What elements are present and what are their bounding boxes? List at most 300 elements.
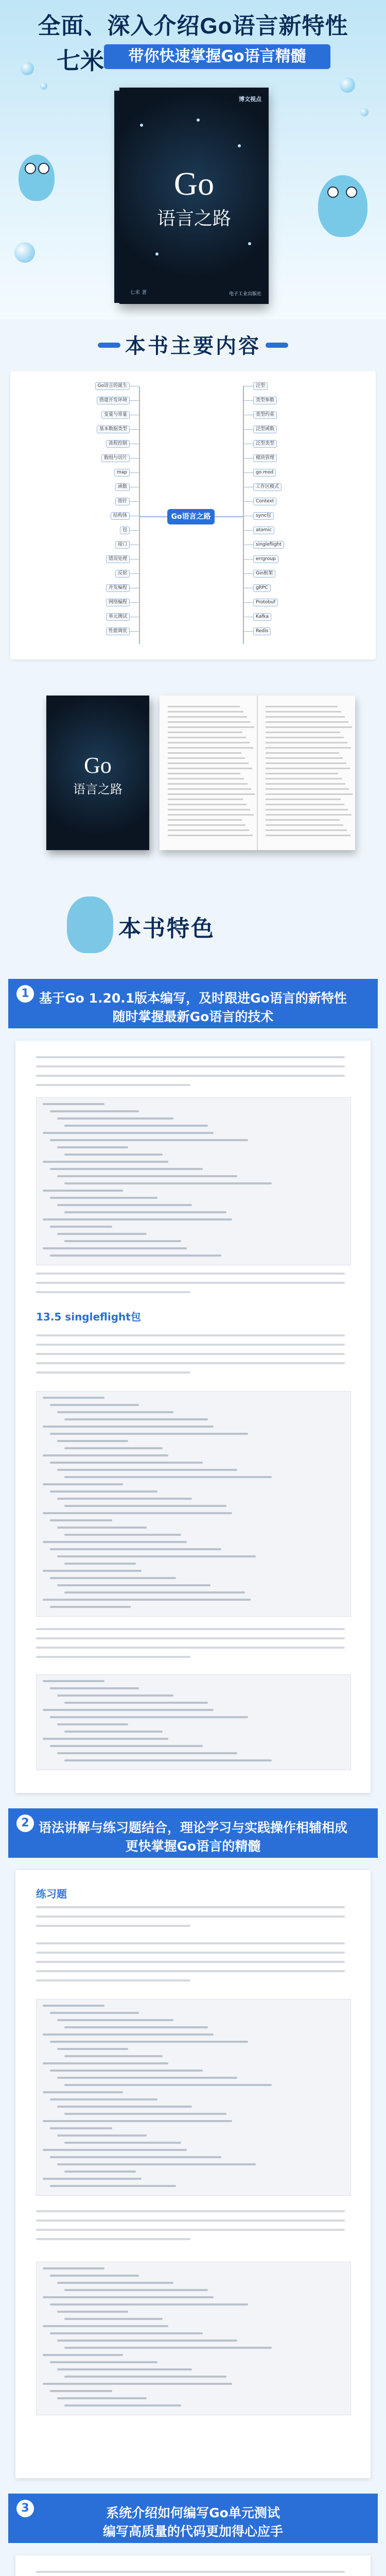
code-line <box>57 2077 237 2079</box>
code-line <box>64 2113 226 2115</box>
text-line <box>36 1628 345 1630</box>
mindmap-node: Protobuf <box>253 599 278 606</box>
text-line <box>36 1925 190 1927</box>
page-heading: 练习题 <box>36 1888 67 1900</box>
code-line <box>50 2185 176 2187</box>
code-line <box>43 1397 104 1399</box>
text-line <box>266 706 338 707</box>
mindmap-node: Redis <box>253 628 271 635</box>
mindmap-connector <box>130 631 139 632</box>
star-dot <box>197 118 200 122</box>
hero-subtitle-row <box>57 41 345 74</box>
feature-line-2: 更快掌握Go语言的精髓 <box>125 1839 261 1854</box>
text-line <box>36 1637 345 1639</box>
code-line <box>57 2048 128 2050</box>
gopher-mascot-icon <box>67 896 113 953</box>
mindmap-node: Gin框架 <box>253 570 275 578</box>
code-line <box>57 2163 256 2165</box>
code-line <box>50 1197 157 1199</box>
mindmap-connector <box>130 501 139 502</box>
mindmap-node: map <box>114 469 130 477</box>
text-line <box>266 829 347 831</box>
text-line <box>36 1362 345 1364</box>
code-line <box>64 1476 272 1478</box>
bubble-decoration <box>340 77 355 93</box>
text-line <box>266 788 349 790</box>
code-line <box>43 2325 168 2327</box>
code-line <box>57 2019 173 2021</box>
code-line <box>43 2383 232 2385</box>
feature-line-2: 编写高质量的代码更加得心应手 <box>102 2524 283 2539</box>
code-line <box>64 2404 181 2406</box>
mindmap-connector <box>130 429 139 430</box>
text-line <box>36 1952 345 1954</box>
code-line <box>64 1563 136 1565</box>
text-line <box>168 773 240 774</box>
code-line <box>50 2012 139 2014</box>
mindmap-connector <box>243 386 244 644</box>
code-line <box>43 1426 214 1428</box>
gopher-eye-icon <box>327 187 339 198</box>
mindmap-connector <box>243 472 253 473</box>
star-dot <box>155 252 159 256</box>
text-line <box>266 804 344 805</box>
code-line <box>64 1534 181 1536</box>
mindmap-node: 包 <box>120 527 130 534</box>
text-line <box>266 752 339 754</box>
mindmap-node: 搭建开发环境 <box>97 397 130 404</box>
mindmap-connector <box>130 458 139 459</box>
code-line <box>43 2033 214 2036</box>
text-line <box>266 716 345 718</box>
code-line <box>57 2311 128 2313</box>
author-seven: 七米 <box>57 48 104 74</box>
mindmap-center: Go语言之路 <box>167 509 215 524</box>
text-line <box>36 1647 345 1649</box>
book-publisher: 博文视点 <box>239 96 261 103</box>
code-line <box>64 1447 163 1449</box>
hero-title: 全面、深入介绍Go语言新特性 <box>38 13 348 39</box>
code-line <box>43 1680 104 1682</box>
code-line <box>64 1240 181 1242</box>
code-line <box>43 2091 123 2093</box>
text-line <box>36 1084 190 1086</box>
mindmap-node: 类型参数 <box>253 397 277 404</box>
mindmap-connector <box>243 573 253 574</box>
title-bar-right <box>266 343 288 348</box>
text-line <box>168 711 243 713</box>
mindmap-node: 类型约束 <box>253 411 277 419</box>
text-line <box>168 757 245 759</box>
code-line <box>64 2347 272 2349</box>
mindmap-node: 工作区模式 <box>253 483 282 491</box>
text-line <box>36 2219 345 2222</box>
mindmap-node: Kafka <box>253 613 271 621</box>
text-line <box>168 732 242 733</box>
feature-number: 3 <box>16 2500 34 2517</box>
mindmap-connector <box>243 458 253 459</box>
code-line <box>50 2098 157 2100</box>
code-line <box>64 1211 226 1213</box>
code-line <box>43 1541 187 1543</box>
mindmap-node: 函数 <box>115 483 130 491</box>
code-line <box>57 2340 237 2342</box>
code-line <box>50 1519 112 1521</box>
text-line <box>266 814 352 816</box>
text-line <box>266 773 338 774</box>
mindmap-node: 模块管理 <box>253 454 277 462</box>
mindmap-node: 单元测试 <box>106 613 130 621</box>
feature-line-1: 语法讲解与练习题结合，理论学习与实践操作相辅相成 <box>38 1820 347 1835</box>
mindmap-connector <box>130 472 139 473</box>
mindmap-connector <box>243 501 253 502</box>
code-line <box>50 1548 221 1550</box>
code-block <box>36 1097 351 1265</box>
bubble-decoration <box>14 242 35 263</box>
text-line <box>36 1979 190 1981</box>
open-book-pages <box>160 696 355 850</box>
code-line <box>50 1745 203 1747</box>
text-line <box>266 732 340 733</box>
text-line <box>168 799 243 800</box>
code-line <box>64 2084 272 2086</box>
code-line <box>64 2055 163 2057</box>
text-line <box>36 1906 345 1908</box>
code-line <box>43 2354 123 2356</box>
mindmap-node: Go语言的诞生 <box>95 382 130 390</box>
code-line <box>50 1404 139 1406</box>
text-line <box>36 1970 345 1972</box>
code-line <box>64 1759 272 1761</box>
text-line <box>266 762 346 764</box>
code-line <box>43 1570 142 1572</box>
book-title-zh: 语言之路 <box>73 782 122 796</box>
bubble-decoration <box>40 82 47 90</box>
text-line <box>36 1075 345 1077</box>
code-line <box>57 1411 173 1413</box>
feature-line-2: 随时掌握最新Go语言的技术 <box>112 1009 274 1024</box>
book-title-en: Go <box>84 753 112 778</box>
text-line <box>168 793 255 795</box>
code-line <box>57 1440 128 1442</box>
code-line <box>43 1247 187 1249</box>
code-line <box>43 1218 232 1221</box>
code-line <box>50 1110 139 1112</box>
book-page-sample-3 <box>15 2555 371 2576</box>
text-line <box>36 1056 345 1058</box>
code-line <box>50 2390 112 2392</box>
mindmap-connector <box>130 602 139 603</box>
mindmap-node: 错误处理 <box>106 555 130 563</box>
mindmap-connector <box>243 400 253 401</box>
text-line <box>266 793 353 795</box>
code-line <box>43 1599 251 1601</box>
code-line <box>50 2070 203 2072</box>
code-line <box>43 2120 232 2122</box>
text-line <box>36 1656 190 1658</box>
mindmap-connector <box>243 631 253 632</box>
text-line <box>36 1916 345 1918</box>
text-line <box>168 829 249 831</box>
text-line <box>36 1961 345 1963</box>
code-line <box>57 1469 237 1471</box>
code-line <box>50 1255 221 1257</box>
code-block <box>36 1674 351 1770</box>
text-line <box>168 788 251 790</box>
code-line <box>43 1709 214 1711</box>
text-line <box>36 2229 345 2231</box>
mindmap-node: 基本数据类型 <box>97 426 130 433</box>
code-line <box>50 1168 203 1170</box>
code-line <box>64 1418 208 1420</box>
page-heading: 13.5 singleflight包 <box>36 1311 141 1323</box>
text-line <box>168 778 244 779</box>
code-line <box>57 1527 147 1529</box>
code-line <box>50 1606 131 1608</box>
code-line <box>50 1433 248 1435</box>
code-line <box>57 1204 192 1206</box>
text-line <box>36 1273 345 1275</box>
book-title-zh: 语言之路 <box>156 208 231 229</box>
mindmap-connector <box>130 559 139 560</box>
code-line <box>50 2041 248 2043</box>
code-line <box>43 1161 168 1163</box>
text-line <box>168 762 249 764</box>
text-line <box>168 726 254 728</box>
feature-line-1: 基于Go 1.20.1版本编写，及时跟进Go语言的新特性 <box>39 991 347 1006</box>
mindmap-connector <box>243 602 253 603</box>
text-line <box>168 716 247 718</box>
code-line <box>50 1139 248 1141</box>
text-line <box>36 1334 345 1336</box>
gopher-eye-icon <box>346 187 357 198</box>
text-line <box>168 737 246 738</box>
code-line <box>50 2303 248 2306</box>
code-line <box>57 2397 147 2399</box>
text-line <box>168 742 250 743</box>
code-line <box>64 2376 226 2378</box>
text-line <box>266 824 343 826</box>
book-title-en: Go <box>173 165 215 202</box>
text-line <box>168 721 251 723</box>
contents-title: 本书主要内容 <box>125 334 261 358</box>
code-line <box>50 1577 176 1579</box>
code-line <box>57 2282 173 2284</box>
code-line <box>57 2368 192 2370</box>
mindmap <box>10 371 376 659</box>
code-line <box>64 2026 208 2028</box>
mindmap-connector <box>243 429 253 430</box>
mindmap-node: 性能调优 <box>106 628 130 635</box>
code-line <box>43 1512 232 1514</box>
feature-number: 1 <box>16 985 34 1003</box>
code-line <box>57 1694 173 1697</box>
mindmap-node: atomic <box>253 527 274 534</box>
mindmap-node: Context <box>253 498 276 505</box>
gopher-eye-icon <box>38 163 49 174</box>
code-line <box>50 1687 139 1689</box>
code-line <box>50 1716 248 1718</box>
mindmap-connector <box>139 516 167 517</box>
code-line <box>64 2142 181 2144</box>
text-line <box>168 752 241 754</box>
code-block <box>36 2262 351 2415</box>
code-line <box>57 1555 256 1557</box>
feature-banner-1 <box>8 979 378 1028</box>
book-fold <box>257 696 258 850</box>
text-line <box>266 711 341 713</box>
mindmap-node: 接口 <box>115 541 130 549</box>
mindmap-node: 泛型函数 <box>253 426 277 433</box>
text-line <box>36 2210 345 2212</box>
feature-banner-2 <box>8 1808 378 1858</box>
hero-section <box>0 0 386 319</box>
mindmap-connector <box>130 530 139 531</box>
code-line <box>43 1738 168 1740</box>
code-line <box>43 1190 123 1192</box>
text-line <box>36 2238 190 2240</box>
code-line <box>50 2127 112 2129</box>
code-line <box>64 1182 272 1184</box>
text-line <box>266 757 343 759</box>
text-line <box>168 706 240 707</box>
code-line <box>50 2332 203 2334</box>
text-line <box>266 747 351 749</box>
code-line <box>43 2178 142 2180</box>
text-line <box>266 768 350 769</box>
text-line <box>36 1942 345 1944</box>
code-line <box>64 1125 208 1127</box>
mindmap-node: 并发编程 <box>106 584 130 592</box>
hero-subtitle: 带你快速掌握Go语言精髓 <box>104 44 330 69</box>
text-line <box>168 768 252 769</box>
mindmap-connector <box>215 516 243 517</box>
code-line <box>57 1752 237 1754</box>
code-line <box>43 2062 168 2064</box>
code-block <box>36 1999 351 2196</box>
code-line <box>43 2149 187 2151</box>
text-line <box>266 726 352 728</box>
gopher-mascot-icon <box>19 155 55 201</box>
code-line <box>43 1454 168 1456</box>
feature-line-1: 系统介绍如何编写Go单元测试 <box>106 2505 280 2520</box>
text-line <box>266 835 350 836</box>
mindmap-node: go mod <box>253 469 276 477</box>
code-line <box>57 1584 210 1586</box>
code-line <box>50 1226 112 1228</box>
code-line <box>64 1154 163 1156</box>
text-line <box>266 742 347 743</box>
mindmap-node: 指针 <box>115 498 130 505</box>
text-line <box>266 721 348 723</box>
features-title: 本书特色 <box>118 916 215 942</box>
code-block <box>36 1391 351 1617</box>
code-line <box>57 2134 147 2137</box>
code-line <box>57 1233 147 1235</box>
mindmap-connector <box>243 559 253 560</box>
text-line <box>168 824 245 826</box>
book-page-sample-2 <box>15 1870 371 2478</box>
mindmap-connector <box>139 386 140 644</box>
mindmap-node: sync包 <box>253 512 274 520</box>
text-line <box>36 1353 345 1355</box>
mindmap-node: 变量与常量 <box>101 411 130 419</box>
book-author: 七米 著 <box>130 290 147 296</box>
code-line <box>64 2318 163 2320</box>
text-line <box>266 809 348 810</box>
gopher-eye-icon <box>25 163 36 174</box>
text-line <box>36 1065 345 1067</box>
text-line <box>168 814 254 816</box>
mindmap-connector <box>243 530 253 531</box>
text-line <box>36 1291 190 1293</box>
mindmap-node: errgroup <box>253 555 278 563</box>
mindmap-node: 流程控制 <box>106 440 130 448</box>
code-line <box>43 1483 123 1485</box>
mindmap-node: singleflight <box>253 541 284 549</box>
code-line <box>50 2361 157 2363</box>
feature-number: 2 <box>16 1815 34 1832</box>
mindmap-node: 数组与切片 <box>101 454 130 462</box>
text-line <box>266 737 344 738</box>
code-line <box>57 1146 128 1148</box>
text-line <box>266 783 345 785</box>
code-line <box>50 1462 203 1464</box>
code-line <box>64 1731 163 1733</box>
code-line <box>50 1490 157 1493</box>
mindmap-node: 网络编程 <box>106 599 130 606</box>
text-line <box>168 804 247 805</box>
text-line <box>266 778 342 779</box>
star-dot <box>248 242 251 245</box>
book-page-sample-1 <box>15 1041 371 1793</box>
bubble-decoration <box>360 108 369 116</box>
star-dot <box>238 144 241 147</box>
code-line <box>43 2267 104 2269</box>
mindmap-node: gRPC <box>253 584 271 592</box>
text-line <box>168 747 253 749</box>
features-header <box>0 891 386 963</box>
book-spread <box>15 685 371 876</box>
code-line <box>43 1132 214 1134</box>
text-line <box>36 1282 345 1284</box>
mindmap-connector <box>130 573 139 574</box>
code-line <box>64 1505 226 1507</box>
bubble-decoration <box>21 62 34 75</box>
code-line <box>64 1591 245 1594</box>
text-line <box>168 809 250 810</box>
code-line <box>50 2275 139 2277</box>
code-line <box>64 2289 208 2291</box>
text-line <box>36 1371 190 1374</box>
star-dot <box>140 124 143 127</box>
text-line <box>168 819 242 821</box>
text-line <box>36 1344 345 1346</box>
text-line <box>266 819 340 821</box>
book-publisher-logo: 电子工业出版社 <box>229 292 261 297</box>
code-line <box>50 2156 221 2158</box>
code-line <box>43 2005 104 2007</box>
feature-banner-3 <box>8 2494 378 2543</box>
title-bar-left <box>98 343 120 348</box>
code-line <box>57 2106 192 2108</box>
code-line <box>43 1103 104 1105</box>
mindmap-connector <box>130 400 139 401</box>
code-line <box>64 2171 136 2173</box>
code-line <box>64 1702 208 1704</box>
book-cover-small <box>46 696 149 850</box>
gopher-mascot-icon <box>318 175 367 237</box>
